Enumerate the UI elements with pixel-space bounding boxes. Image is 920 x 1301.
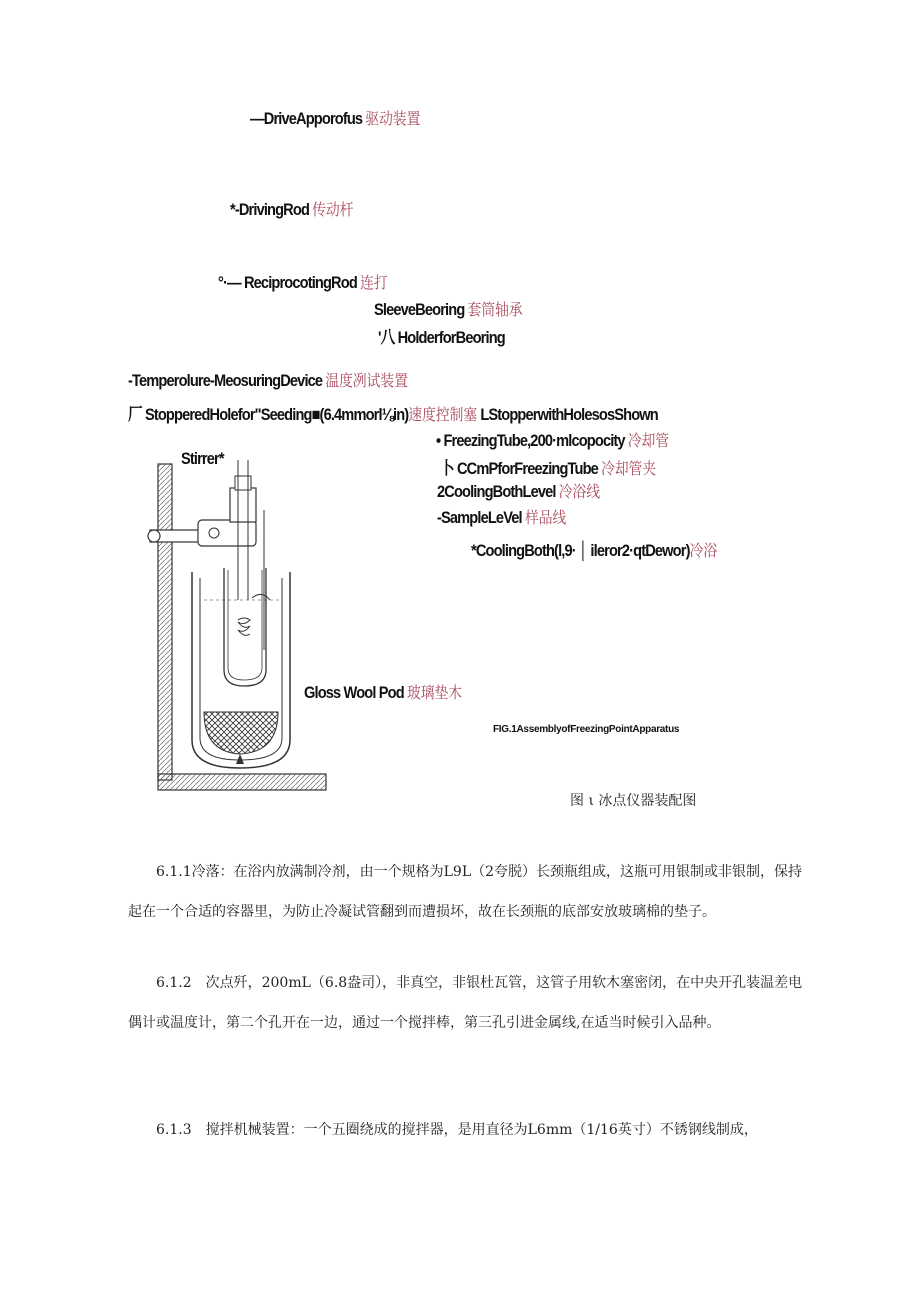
label-sample-level <box>437 505 566 528</box>
freezing-point-apparatus-drawing <box>140 450 330 800</box>
label-holder-for-bearing <box>378 323 505 348</box>
label-temperature-device <box>128 368 408 391</box>
label-en: Stirrer* <box>181 449 224 468</box>
label-en: '八 HolderforBeoring <box>378 328 505 347</box>
label-cn: 连打 <box>360 273 388 292</box>
label-en: *CoolingBoth(l,9· │ ileror2·qtDewor) <box>471 541 690 560</box>
label-cn: 速度控制塞 <box>408 405 478 424</box>
label-cooling-bath <box>471 538 717 561</box>
label-en: 2CoolingBothLevel <box>437 482 559 501</box>
label-en: -SampleLeVel <box>437 508 525 527</box>
figure-caption-cn: 图 ι 冰点仪器装配图 <box>570 793 697 809</box>
paragraph-6-1-1 <box>128 852 808 932</box>
label-clamp <box>440 454 656 479</box>
label-cn: 传动杆 <box>312 200 354 219</box>
paragraph-text: 6.1.1冷落：在浴内放满制冷剂，由一个规格为L9L（2夸脱）长颈瓶组成，这瓶可用银制或非银制，保持起在一个合适的容器里，为防止冷凝试管翻到而遭损坏，故在长颈瓶的底部安放玻璃棉的垫子。 <box>128 864 803 920</box>
label-en: °·— ReciprocotingRod <box>218 273 361 292</box>
label-en: *-DrivingRod <box>230 200 313 219</box>
label-freezing-tube <box>436 428 669 451</box>
label-driving-rod <box>230 197 354 220</box>
stirrer-coil <box>238 618 250 635</box>
label-en: -Temperolure-MeosuringDevice <box>128 371 326 390</box>
label-cn: 套筒轴承 <box>467 300 523 319</box>
clamp-screw <box>209 528 219 538</box>
label-en: • FreezingTube,200·mlcopocity <box>436 431 628 450</box>
label-en: 卜 CCmPforFreezingTube <box>440 459 602 478</box>
figure-caption-en: FIG.1AssemblyofFreezingPointApparatus <box>493 724 680 735</box>
label-sleeve-bearing <box>374 297 523 320</box>
glass-wool-pad <box>204 712 278 754</box>
label-cn: 冷浴 <box>689 541 718 560</box>
stand-base <box>158 774 326 790</box>
clamp-knob <box>148 530 160 542</box>
label-cn: 冷却管 <box>627 431 670 450</box>
label-en: SleeveBeoring <box>374 300 468 319</box>
label-cn: 玻璃垫木 <box>406 683 463 702</box>
paragraph-6-1-3 <box>128 1110 808 1150</box>
label-drive-apparatus <box>250 106 420 129</box>
label-cn: 冷却管夹 <box>601 459 657 478</box>
label-en: 厂 StopperedHolefor"Seeding■(6.4mmorl⅛in) <box>128 405 409 424</box>
label-cooling-bath-level <box>437 479 600 502</box>
drive-top <box>235 476 251 490</box>
freezing-tube-inner <box>228 570 262 680</box>
drive-head <box>230 488 256 522</box>
label-cn: 驱动装置 <box>365 109 421 128</box>
stand-pole <box>158 464 172 780</box>
label-reciprocating-rod <box>218 270 388 293</box>
bath-level-mark <box>252 594 270 600</box>
paragraph-text: 6.1.2 次点歼，200mL（6.8盎司），非真空，非银杜瓦管，这管子用软木塞密闭，在中央开孔装温差电偶计或温度计，第二个孔开在一边，通过一个搅拌棒，第三孔引进金属线,在适当时候引入品种。 <box>128 975 803 1031</box>
label-en-stopper: LStopperwithHolesosShown <box>477 405 658 424</box>
label-en: Gloss Wool Pod <box>304 683 407 702</box>
clamp-body <box>198 520 256 546</box>
paragraph-6-1-2 <box>128 963 808 1043</box>
label-cn: 样品线 <box>524 508 567 527</box>
label-cn: 冷浴线 <box>558 482 601 501</box>
label-stoppered-hole <box>128 400 658 425</box>
label-cn: 温度冽试装置 <box>325 371 408 390</box>
paragraph-text: 6.1.3 搅拌机械装置：一个五圈绕成的搅拌器，是用直径为L6mm（1/16英寸）不锈钢线制成， <box>156 1122 758 1138</box>
label-en: —DriveApporofus <box>250 109 366 128</box>
